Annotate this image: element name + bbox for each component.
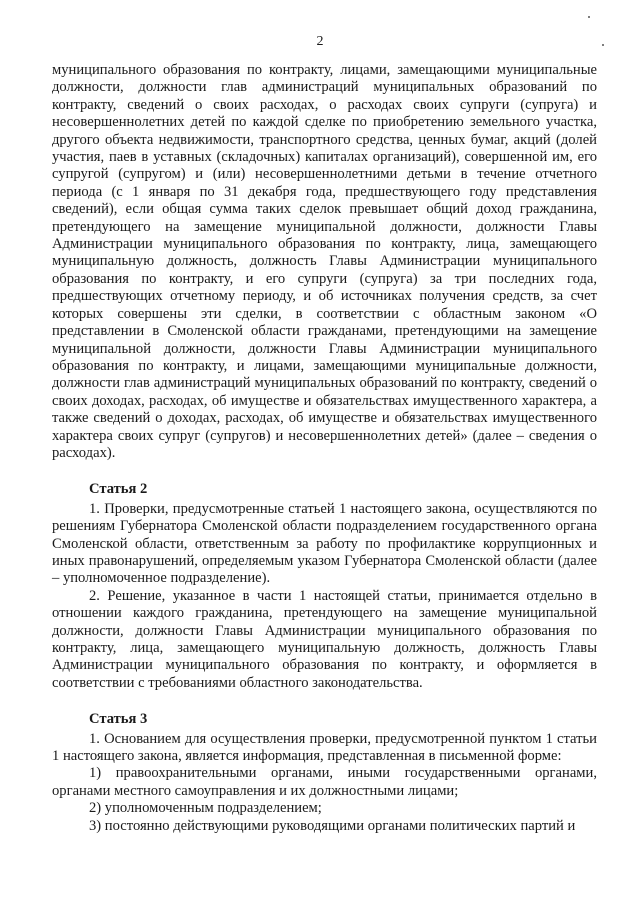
article1-continuation: муниципального образования по контракту, лицами, замещающими муниципальные должности, должности глав администраций муниципальных образований по контракту, сведений о своих расходах, о расходах своих супруги (супруга) и несовершеннолетних детей по каждой сделке по приобретению земельного участка, другого объекта недвижимости, транспортного средства, ценных бумаг, акций (долей участия, паев в уставных (складочных) капиталах организаций), совершенной им, его супругой (супругом) и (или) несовершеннолетними детьми в течение отчетного периода (с 1 января по 31 декабря года, предшествующего году представления сведений), если общая сумма таких сделок превышает общий доход гражданина, претендующего на замещение муниципальной должности, должности Главы Администрации муниципального образования по контракту, лица, замещающего муниципальную должность, должность Главы Администрации муниципального образования по контракту, и его супруги (супруга) за три последних года, предшествующих отчетному периоду, и об источниках получения средств, за счет которых совершены эти сделки, в соответствии с областным законом «О представлении в Смоленской области гражданами, претендующими на замещение муниципальной должности, должности Главы Администрации муниципального образования по контракту, и лицами, замещающими муниципальные должности, должности глав администраций муниципальных образований по контракту, сведений о своих доходах, расходах, об имуществе и обязательствах имущественного характера, а также сведений о доходах, расходах, об имуществе и обязательствах имущественного характера своих супруг (супругов) и несовершеннолетних детей» (далее – сведения о расходах). (52, 62, 597, 461)
article3-list-item: 1) правоохранительными органами, иными государственными органами, органами местного самоуправления и их должностными лицами; (52, 765, 597, 799)
article2-title: Статья 2 (89, 481, 148, 498)
page-number: 2 (316, 34, 324, 49)
article2-paragraph: 2. Решение, указанное в части 1 настоящей статьи, принимается отдельно в отношении каждого гражданина, претендующего на замещение муниципальной должности, должности Главы Администрации муниципального образования по контракту, лица, замещающего муниципальную должность, должность Главы Администрации муниципального образования по контракту, и оформляется в соответствии с требованиями областного законодательства. (52, 587, 597, 691)
article3-list-item: 2) уполномоченным подразделением; (89, 800, 322, 817)
article2-paragraph: 1. Проверки, предусмотренные статьей 1 настоящего закона, осуществляются по решениям Губернатора Смоленской области подразделением государственного органа Смоленской области, ответственным за работу по профилактике коррупционных и иных правонарушений, определяемым указом Губернатора Смоленской области (далее – уполномоченное подразделение). (52, 500, 597, 587)
article3-title: Статья 3 (89, 711, 148, 728)
document-body (52, 62, 597, 835)
article3-paragraph: 1. Основанием для осуществления проверки, предусмотренной пунктом 1 статьи 1 настоящего закона, является информация, представленная в письменной форме: (52, 730, 597, 765)
article3-list-item: 3) постоянно действующими руководящими органами политических партий и (89, 817, 576, 834)
scan-speck (588, 16, 590, 18)
